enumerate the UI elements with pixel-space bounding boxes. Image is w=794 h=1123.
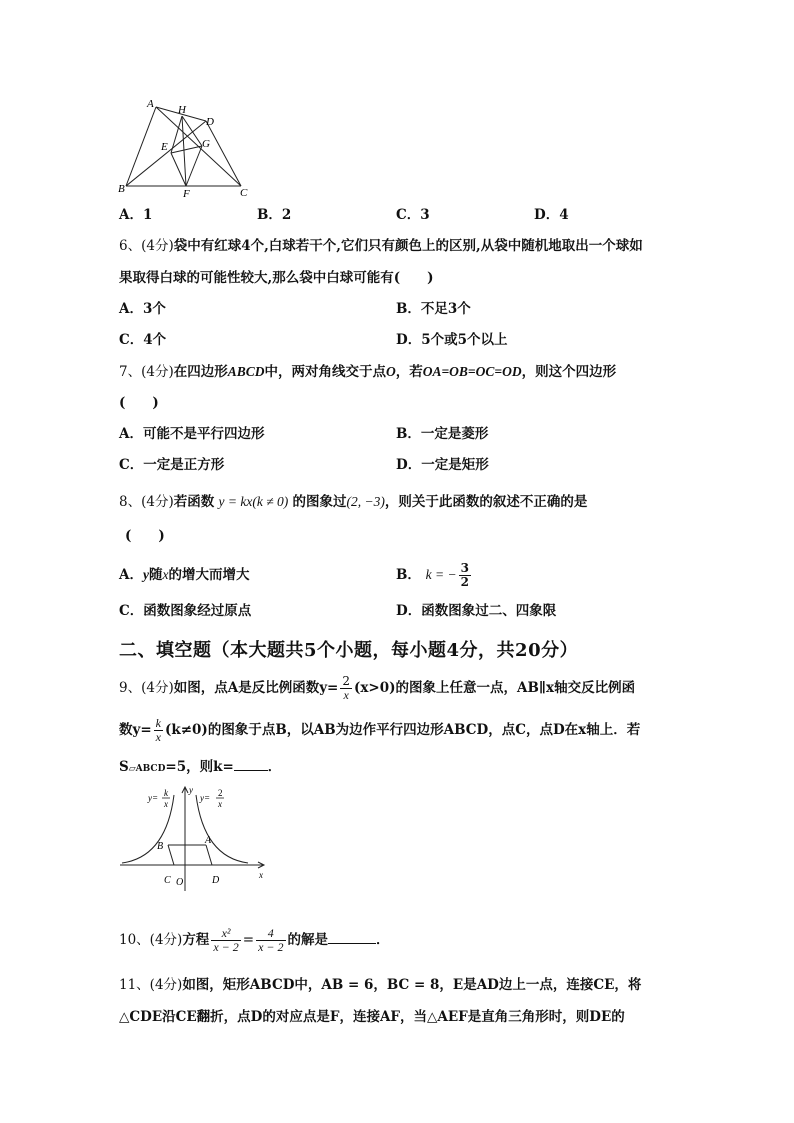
q9-f2-den: x [155, 730, 161, 744]
q7-text-pre: 在四边形 [173, 364, 228, 380]
q9-fraction-1 [340, 675, 352, 702]
q8-text-mid: 的图象过 [292, 494, 347, 510]
q8-option-b-lhs: k = − [425, 567, 457, 582]
fig5-label-H: H [178, 104, 186, 116]
q6-option-a[interactable]: A．3个 [119, 301, 166, 317]
fig5-label-B: B [118, 183, 125, 195]
q8-option-c[interactable]: C．函数图象经过原点 [119, 603, 252, 619]
q8-option-a[interactable] [119, 565, 249, 585]
fig9-label-O: O [176, 877, 184, 888]
q10-fraction-2 [256, 927, 285, 954]
fig9-label-B: B [157, 841, 164, 852]
fig9-eq1-lhs: y= [148, 793, 159, 803]
q6-option-d[interactable]: D．5个或5个以上 [396, 332, 508, 348]
fig9-eq2-num: 2 [218, 788, 223, 798]
q10-f2-den: x − 2 [258, 940, 284, 954]
fig9-eq2-den: x [218, 799, 222, 809]
q8-point: (2, −3) [346, 494, 385, 509]
fig5-label-A: A [147, 98, 154, 110]
fig9-axis-y: y [189, 785, 193, 795]
q7-condition: OA=OB=OC=OD [422, 364, 522, 379]
q10-equals: = [242, 932, 255, 948]
q9-line3 [119, 757, 281, 779]
q7-option-b[interactable]: B．一定是菱形 [396, 426, 489, 442]
q7-text-post: ，则这个四边形 [521, 364, 617, 380]
q8-option-b-fraction [459, 562, 471, 589]
q7-text-mid: 中，两对角线交于点 [264, 364, 386, 380]
q6-option-c[interactable]: C．4个 [119, 332, 167, 348]
q11-line1 [119, 975, 641, 995]
fig5-label-E: E [161, 141, 168, 153]
q8-option-b-den: 2 [460, 575, 469, 589]
q8-option-b[interactable] [396, 556, 473, 594]
q11-text-1: 如图，矩形ABCD中，AB = 6，BC = 8，E是AD边上一点，连接CE，将 [182, 977, 642, 993]
q7-line1 [119, 362, 616, 382]
q9-f2-num: k [155, 716, 161, 730]
q10-fraction-1 [211, 927, 240, 954]
q9-text-2b: (k≠0)的图象于点B，以AB为边作平行四边形ABCD，点C，点D在x轴上．若 [164, 722, 641, 738]
fig9-label-C: C [164, 875, 171, 886]
q6-line1 [119, 236, 643, 256]
q9-text-3: =5，则k= [165, 759, 234, 775]
q8-option-b-num: 3 [460, 561, 469, 575]
q8-option-a-prefix: A． [119, 567, 143, 583]
q9-area-symbol: S [119, 759, 129, 775]
q8-option-d[interactable]: D．函数图象过二、四象限 [396, 603, 557, 619]
q9-f1-num: 2 [342, 674, 350, 688]
q8-line1 [119, 492, 587, 512]
q10-line [119, 920, 390, 960]
q7-shape: ABCD [227, 364, 265, 379]
q9-answer-blank[interactable] [234, 770, 268, 771]
q10-f1-num: x² [211, 927, 240, 941]
fig9-label-A: A [205, 835, 212, 846]
q10-text-end: ． [376, 932, 390, 948]
q10-f2-num: 4 [256, 927, 285, 941]
q8-paren: ( ) [125, 528, 165, 544]
fig9-eq1-num: k [164, 788, 168, 798]
fig9-eq2-lhs: y= [200, 793, 211, 803]
q9-line1 [119, 670, 635, 706]
q6-option-b[interactable]: B．不足3个 [396, 301, 471, 317]
q5-option-c[interactable]: C．3 [396, 207, 430, 223]
fig5-label-F: F [183, 188, 190, 200]
q9-text-2a: 数y= [119, 722, 152, 738]
q10-answer-blank[interactable] [328, 943, 376, 944]
fig9-label-D: D [212, 875, 220, 886]
fig9-eq1-den: x [164, 799, 168, 809]
q10-number: 10、(4分) [119, 932, 183, 948]
section-heading: 二、填空题（本大题共5个小题，每小题4分，共20分） [119, 640, 579, 661]
q5-figure [116, 96, 256, 200]
q8-option-b-prefix: B． [396, 567, 421, 583]
q9-f1-den: x [343, 688, 349, 702]
q5-option-b[interactable]: B．2 [257, 207, 292, 223]
q8-option-a-post: 的增大而增大 [168, 567, 250, 583]
q7-number: 7、(4分) [119, 364, 174, 380]
q7-text-cond-pre: ，若 [395, 364, 423, 380]
q5-option-a[interactable]: A．1 [119, 207, 153, 223]
q9-number: 9、(4分) [119, 680, 174, 696]
q8-function: y = kx(k ≠ 0) [218, 494, 289, 509]
q9-fraction-2 [154, 717, 163, 744]
q8-option-a-mid: 随 [148, 567, 163, 583]
q11-line2: △CDE沿CE翻折，点D的对应点是F，连接AF，当△AEF是直角三角形时，则DE的 [119, 1009, 625, 1025]
q7-option-a[interactable]: A．可能不是平行四边形 [119, 426, 265, 442]
q9-text-end: ． [267, 759, 282, 775]
q10-text-post: 的解是 [287, 932, 328, 948]
fig9-axis-x: x [259, 870, 263, 880]
q7-option-c[interactable]: C．一定是正方形 [119, 457, 225, 473]
q8-text-post: ，则关于此函数的叙述不正确的是 [384, 494, 588, 510]
q10-f1-den: x − 2 [213, 940, 239, 954]
q6-text-1: 袋中有红球4个,白球若干个,它们只有颜色上的区别,从袋中随机地取出一个球如 [173, 238, 643, 254]
q8-option-a-var: y [142, 567, 149, 582]
fig5-label-G: G [202, 138, 210, 150]
q9-text-1a: 如图，点A是反比例函数y= [173, 680, 339, 696]
q9-line2 [119, 712, 640, 748]
q6-line2: 果取得白球的可能性较大,那么袋中白球可能有( ) [119, 270, 434, 286]
q5-option-d[interactable]: D．4 [534, 207, 569, 223]
q9-text-1b: (x>0)的图象上任意一点，AB∥x轴交反比例函 [354, 680, 636, 696]
q8-text-pre: 若函数 [173, 494, 215, 510]
q7-paren: ( ) [119, 395, 159, 411]
q7-option-d[interactable]: D．一定是矩形 [396, 457, 489, 473]
fig5-label-D: D [206, 116, 214, 128]
q7-point: O [385, 364, 396, 379]
fig5-label-C: C [240, 187, 248, 199]
q9-area-subscript: ▱ABCD [128, 764, 166, 774]
q10-text-pre: 方程 [182, 932, 210, 948]
q11-number: 11、(4分) [119, 977, 183, 993]
q9-figure [116, 783, 272, 895]
q6-number: 6、(4分) [119, 238, 174, 254]
q8-number: 8、(4分) [119, 494, 174, 510]
q8-option-a-var2: x [162, 567, 169, 582]
